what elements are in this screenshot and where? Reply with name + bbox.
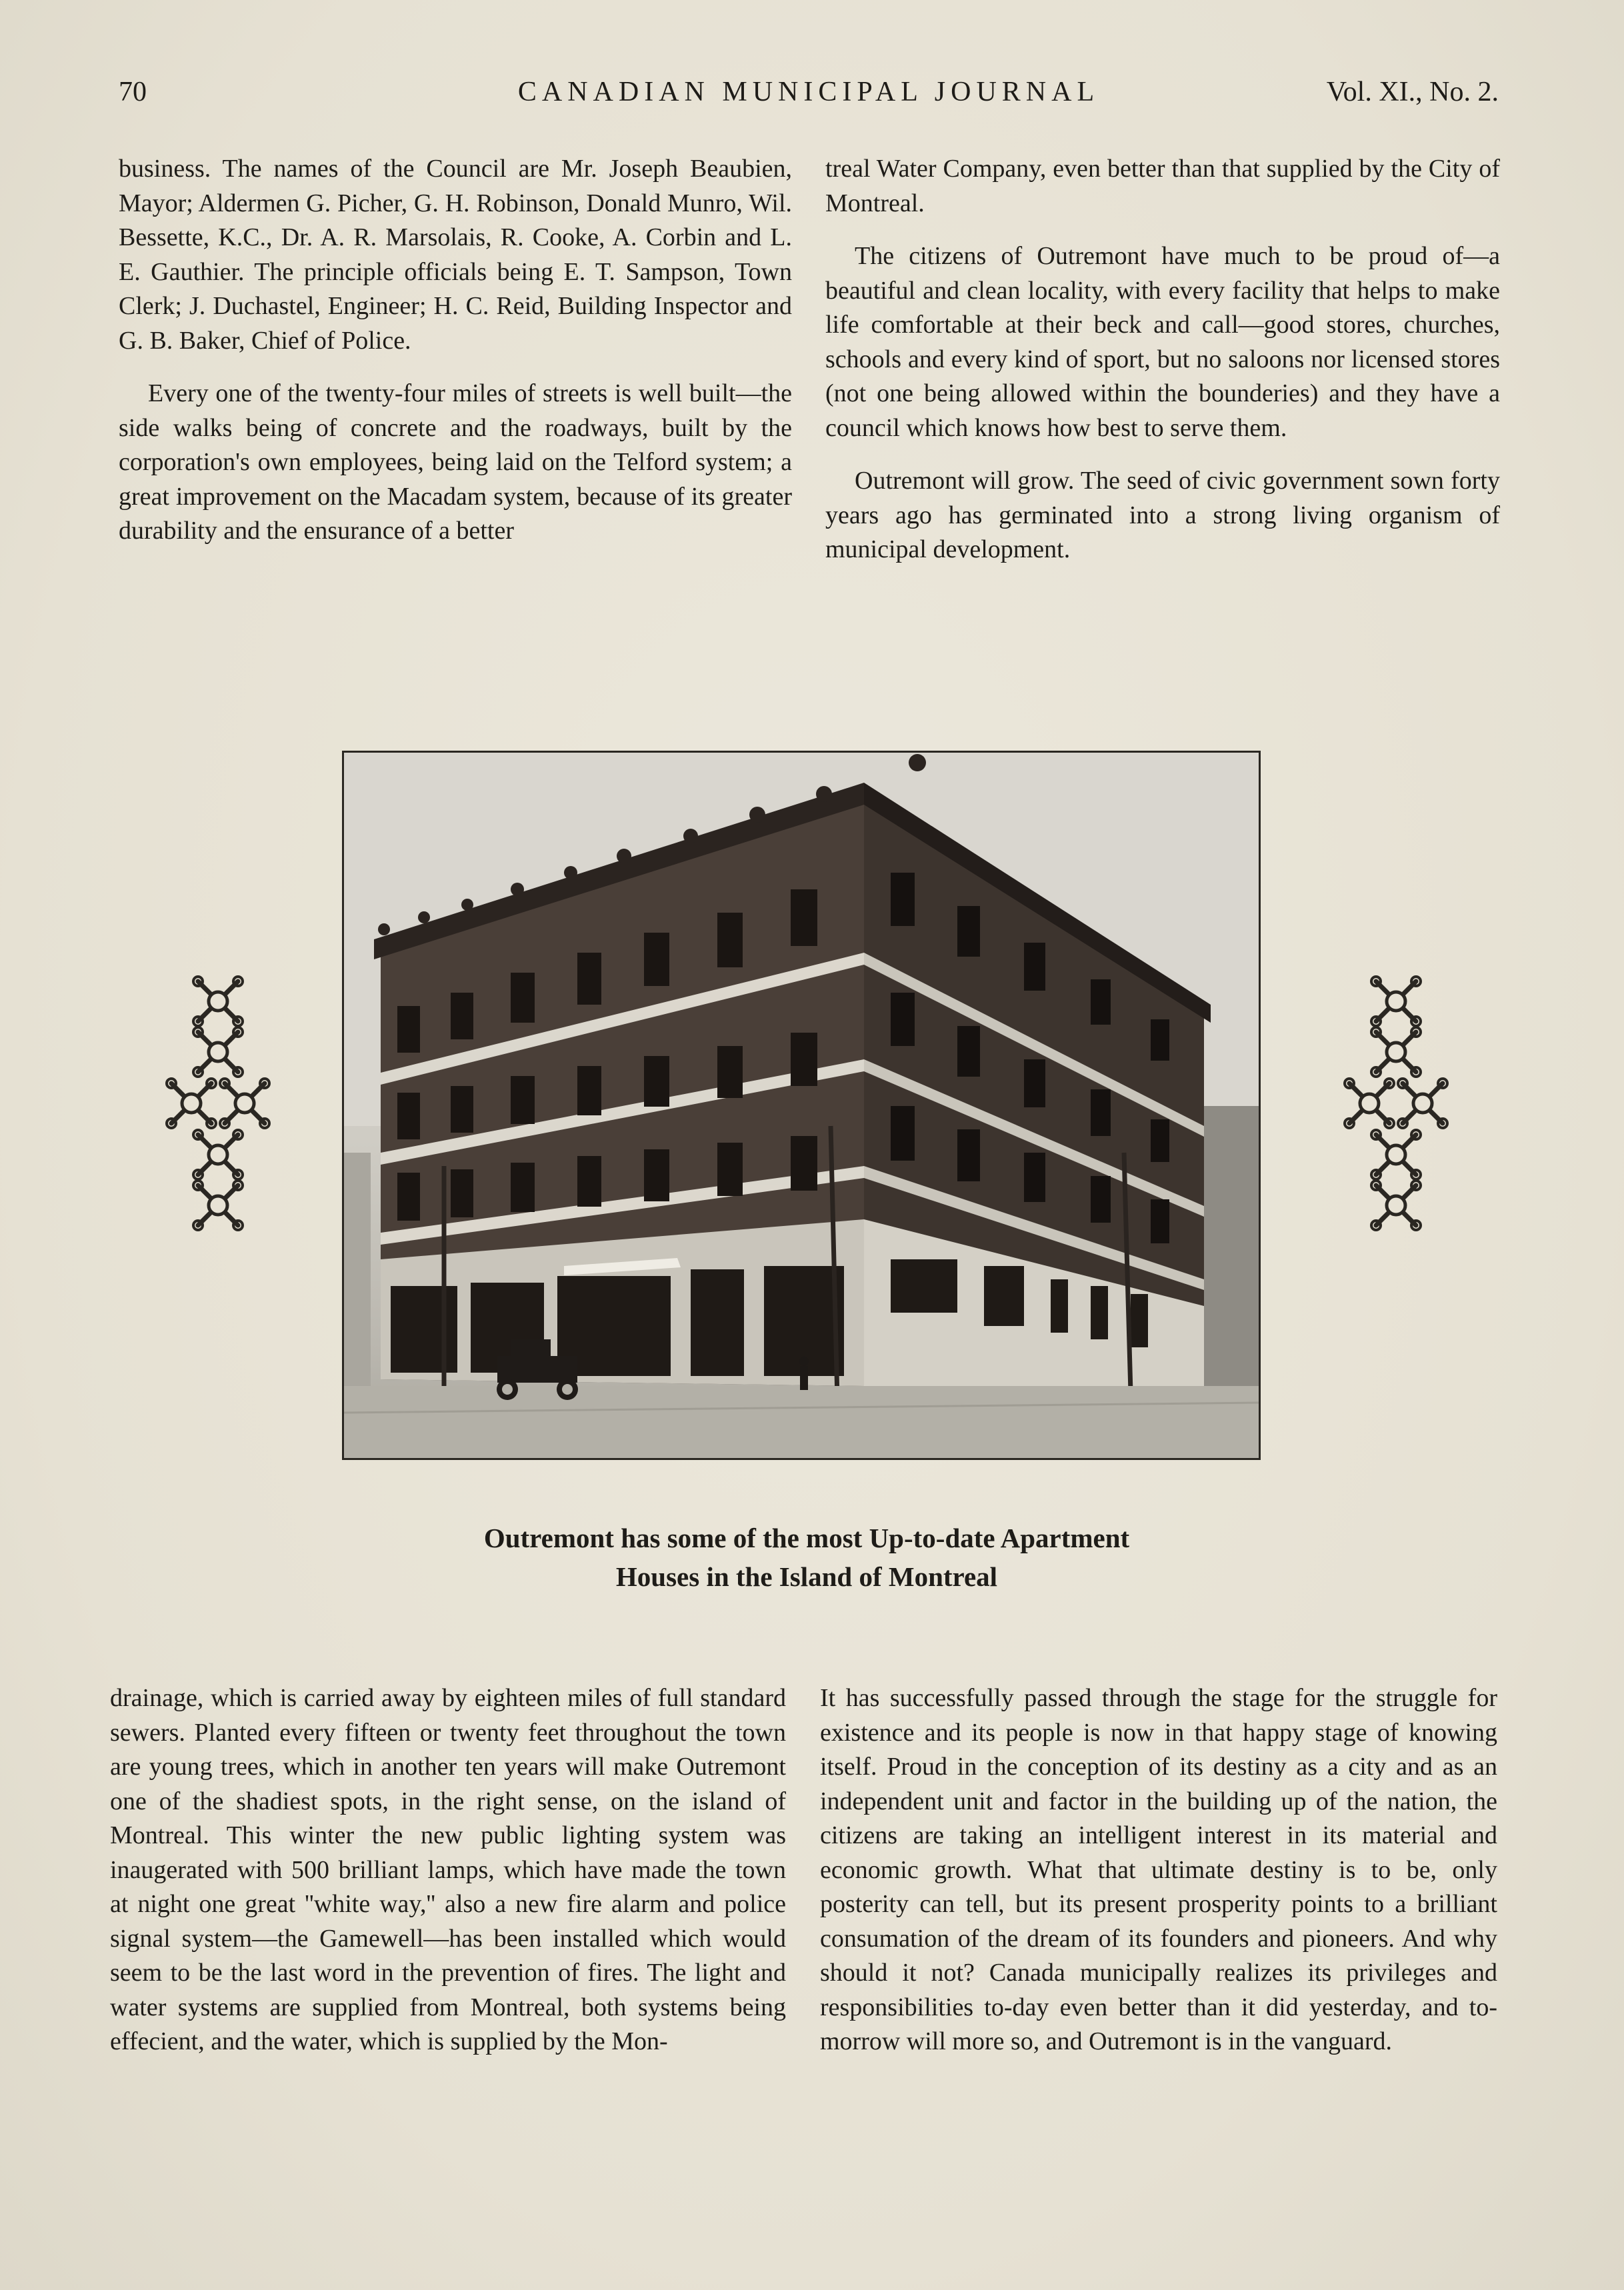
page-number: 70	[119, 77, 147, 107]
left-ornament-icon	[163, 973, 273, 1233]
paragraph: Every one of the twenty-four miles of streets is well built—the side walks being of concrete and the roadways, built by the corporation's own employees, being laid on the Telford system; a great improvement on the Macadam system, because of its greater durability and the ensurance of a better	[119, 379, 792, 545]
paragraph: The citizens of Outremont have much to be proud of—a beautiful and clean locality, with every facility that helps to make life comfortable at their beck and call—good stores, churches, schools and every kind of sport, but no saloons nor licensed stores (not one being allowed within the bounderies) and they have a council which knows how best to serve them.	[825, 242, 1500, 442]
journal-title: CANADIAN MUNICIPAL JOURNAL	[517, 77, 1100, 107]
figure-caption	[267, 1519, 1347, 1596]
column-bottom-right	[820, 1681, 1497, 2078]
running-header	[119, 72, 1499, 112]
paragraph: treal Water Company, even better than that supplied by the City of Montreal.	[825, 155, 1500, 217]
volume-issue: Vol. XI., No. 2.	[1326, 77, 1499, 107]
column-bottom-left	[110, 1681, 786, 2078]
paragraph: It has successfully passed through the stage for the struggle for existence and its people is now in that happy stage of knowing itself. Proud in the conception of its destiny as a city and as an independent unit and factor in the building up of the nation, the citizens are taking an intelligent interest in its material and economic growth. What that ultimate destiny is to be, only posterity can tell, but its present prosperity points to a brilliant consumation of the dream of its founders and pioneers. And why should it not? Canada municipally realizes its privileges and responsibilities to-day even better than it did yesterday, and to-morrow will more so, and Outremont is in the vanguard.	[820, 1684, 1497, 2055]
apartment-building-photo	[342, 751, 1261, 1460]
paragraph: Outremont will grow. The seed of civic government sown forty years ago has germinated into a strong living organism of municipal development.	[825, 467, 1500, 563]
column-top-right	[825, 152, 1500, 586]
paragraph: business. The names of the Council are Mr. Joseph Beaubien, Mayor; Aldermen G. Picher, G. H. Robinson, Donald Munro, Wil. Bessette, K.C., Dr. A. R. Marsolais, R. Cooke, A. Corbin and L. E. Gauthier. The principle officials being E. T. Sampson, Town Clerk; J. Duchastel, Engineer; H. C. Reid, Building Inspector and G. B. Baker, Chief of Police.	[119, 155, 792, 355]
caption-line: Outremont has some of the most Up-to-date Apartment	[483, 1523, 1130, 1553]
column-top-left	[119, 152, 792, 567]
right-ornament-icon	[1341, 973, 1451, 1233]
caption-line: Houses in the Island of Montreal	[615, 1561, 998, 1592]
paragraph: drainage, which is carried away by eighteen miles of full standard sewers. Planted every fifteen or twenty feet throughout the town are young trees, which in another ten years will make Outremont one of the shadiest spots, in the right sense, on the island of Montreal. This winter the new public lighting system was inaugerated with 500 brilliant lamps, which have made the town at night one great ''white way,'' also a new fire alarm and police signal system—the Gamewell—has been installed which would seem to be the last word in the prevention of fires. The light and water systems are supplied from Montreal, both systems being effecient, and the water, which is supplied by the Mon-	[110, 1684, 786, 2055]
